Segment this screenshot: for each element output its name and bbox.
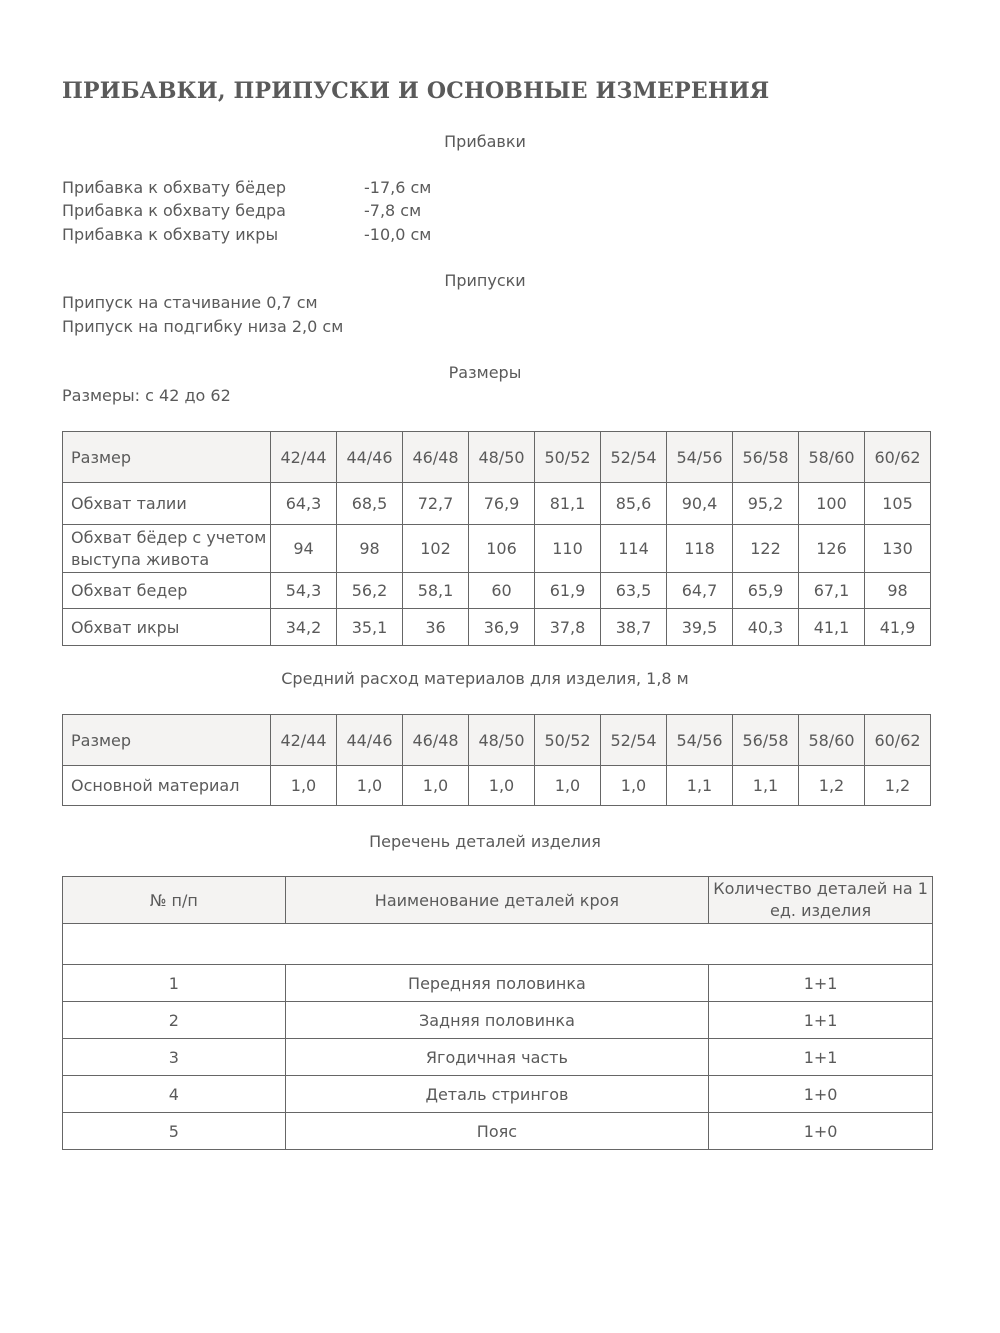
row-label: Обхват бёдер с учетом выступа живота — [63, 525, 271, 573]
table-cell: 106 — [469, 525, 535, 573]
table-cell: 122 — [733, 525, 799, 573]
size-header: 42/44 — [271, 715, 337, 766]
allowance-label: Прибавка к обхвату бёдер — [62, 178, 286, 197]
table-cell: 63,5 — [601, 573, 667, 609]
size-header: 44/46 — [337, 432, 403, 483]
allowance-row — [62, 201, 421, 220]
part-name: Деталь стрингов — [285, 1076, 709, 1113]
table-cell: 102 — [403, 525, 469, 573]
table-cell: 54,3 — [271, 573, 337, 609]
table-cell: 36,9 — [469, 609, 535, 646]
table-cell: 56,2 — [337, 573, 403, 609]
table-cell: 67,1 — [799, 573, 865, 609]
sizes-heading: Размеры — [448, 363, 522, 382]
part-number: 5 — [63, 1113, 286, 1150]
table-cell: 58,1 — [403, 573, 469, 609]
column-header-quantity: Количество деталей на 1 ед. изделия — [709, 877, 933, 924]
table-cell: 118 — [667, 525, 733, 573]
table-cell: 72,7 — [403, 483, 469, 525]
size-header: 50/52 — [535, 432, 601, 483]
size-header: 58/60 — [799, 715, 865, 766]
table-cell: 1,1 — [667, 766, 733, 806]
table-row — [63, 965, 933, 1002]
table-cell: 65,9 — [733, 573, 799, 609]
table-cell: 36 — [403, 609, 469, 646]
page-title: ПРИБАВКИ, ПРИПУСКИ И ОСНОВНЫЕ ИЗМЕРЕНИЯ — [62, 78, 770, 104]
allowance-value: -10,0 см — [364, 225, 432, 244]
table-row — [63, 1113, 933, 1150]
allowance-value: -17,6 см — [364, 178, 432, 197]
table-cell: 85,6 — [601, 483, 667, 525]
seam-allowance-item: Припуск на подгибку низа 2,0 см — [62, 317, 344, 336]
size-header: 46/48 — [403, 432, 469, 483]
row-label: Обхват икры — [63, 609, 271, 646]
material-heading: Средний расход материалов для изделия, 1,8 м — [281, 669, 689, 688]
part-quantity: 1+0 — [709, 1076, 933, 1113]
header-label: Размер — [63, 432, 271, 483]
table-row — [63, 609, 931, 646]
part-quantity: 1+1 — [709, 965, 933, 1002]
table-cell: 1,0 — [469, 766, 535, 806]
table-cell: 1,2 — [865, 766, 931, 806]
table-header-row — [63, 432, 931, 483]
size-header: 58/60 — [799, 432, 865, 483]
table-cell: 41,1 — [799, 609, 865, 646]
size-header: 54/56 — [667, 715, 733, 766]
parts-heading: Перечень деталей изделия — [369, 832, 601, 851]
part-name: Ягодичная часть — [285, 1039, 709, 1076]
allowance-label: Прибавка к обхвату бедра — [62, 201, 286, 220]
table-row — [63, 1039, 933, 1076]
seam-allowances-heading: Припуски — [444, 271, 526, 290]
table-cell: 105 — [865, 483, 931, 525]
allowance-label: Прибавка к обхвату икры — [62, 225, 279, 244]
table-cell: 98 — [337, 525, 403, 573]
table-cell: 1,0 — [271, 766, 337, 806]
table-cell: 64,3 — [271, 483, 337, 525]
table-cell: 60 — [469, 573, 535, 609]
part-number: 2 — [63, 1002, 286, 1039]
part-number: 4 — [63, 1076, 286, 1113]
table-cell: 1,0 — [337, 766, 403, 806]
table-cell: 38,7 — [601, 609, 667, 646]
size-header: 48/50 — [469, 432, 535, 483]
size-header: 56/58 — [733, 715, 799, 766]
size-header: 52/54 — [601, 715, 667, 766]
part-name: Задняя половинка — [285, 1002, 709, 1039]
allowance-row — [62, 178, 431, 197]
size-header: 50/52 — [535, 715, 601, 766]
table-row — [63, 573, 931, 609]
table-header-row — [63, 877, 933, 924]
part-quantity: 1+0 — [709, 1113, 933, 1150]
part-number: 1 — [63, 965, 286, 1002]
table-cell: 41,9 — [865, 609, 931, 646]
row-label: Обхват талии — [63, 483, 271, 525]
size-header: 52/54 — [601, 432, 667, 483]
table-cell: 95,2 — [733, 483, 799, 525]
table-row — [63, 766, 931, 806]
empty-row — [63, 924, 933, 965]
material-table — [62, 714, 931, 806]
table-cell: 1,0 — [403, 766, 469, 806]
sizes-range: Размеры: с 42 до 62 — [62, 386, 231, 405]
table-cell: 76,9 — [469, 483, 535, 525]
empty-cell — [63, 924, 933, 965]
part-quantity: 1+1 — [709, 1002, 933, 1039]
table-cell: 34,2 — [271, 609, 337, 646]
part-quantity: 1+1 — [709, 1039, 933, 1076]
seam-allowance-item: Припуск на стачивание 0,7 см — [62, 293, 318, 312]
table-cell: 64,7 — [667, 573, 733, 609]
table-cell: 35,1 — [337, 609, 403, 646]
table-cell: 94 — [271, 525, 337, 573]
table-cell: 39,5 — [667, 609, 733, 646]
size-header: 44/46 — [337, 715, 403, 766]
size-header: 56/58 — [733, 432, 799, 483]
part-number: 3 — [63, 1039, 286, 1076]
column-header-name: Наименование деталей кроя — [285, 877, 709, 924]
table-cell: 37,8 — [535, 609, 601, 646]
table-cell: 126 — [799, 525, 865, 573]
allowance-row — [62, 225, 431, 244]
size-header: 60/62 — [865, 715, 931, 766]
part-name: Пояс — [285, 1113, 709, 1150]
row-label: Основной материал — [63, 766, 271, 806]
parts-table — [62, 876, 933, 1150]
table-cell: 1,0 — [601, 766, 667, 806]
table-cell: 1,2 — [799, 766, 865, 806]
allowance-value: -7,8 см — [364, 201, 422, 220]
allowances-heading: Прибавки — [444, 132, 526, 151]
table-row — [63, 1002, 933, 1039]
row-label: Обхват бедер — [63, 573, 271, 609]
table-row — [63, 1076, 933, 1113]
header-label: Размер — [63, 715, 271, 766]
table-row — [63, 483, 931, 525]
table-cell: 1,1 — [733, 766, 799, 806]
table-row — [63, 525, 931, 573]
part-name: Передняя половинка — [285, 965, 709, 1002]
size-header: 60/62 — [865, 432, 931, 483]
table-cell: 110 — [535, 525, 601, 573]
table-header-row — [63, 715, 931, 766]
table-cell: 81,1 — [535, 483, 601, 525]
table-cell: 40,3 — [733, 609, 799, 646]
table-cell: 130 — [865, 525, 931, 573]
measurements-table — [62, 431, 931, 646]
table-cell: 98 — [865, 573, 931, 609]
size-header: 42/44 — [271, 432, 337, 483]
table-cell: 61,9 — [535, 573, 601, 609]
size-header: 46/48 — [403, 715, 469, 766]
size-header: 48/50 — [469, 715, 535, 766]
column-header-number: № п/п — [63, 877, 286, 924]
table-cell: 114 — [601, 525, 667, 573]
table-cell: 90,4 — [667, 483, 733, 525]
table-cell: 68,5 — [337, 483, 403, 525]
size-header: 54/56 — [667, 432, 733, 483]
table-cell: 1,0 — [535, 766, 601, 806]
table-cell: 100 — [799, 483, 865, 525]
